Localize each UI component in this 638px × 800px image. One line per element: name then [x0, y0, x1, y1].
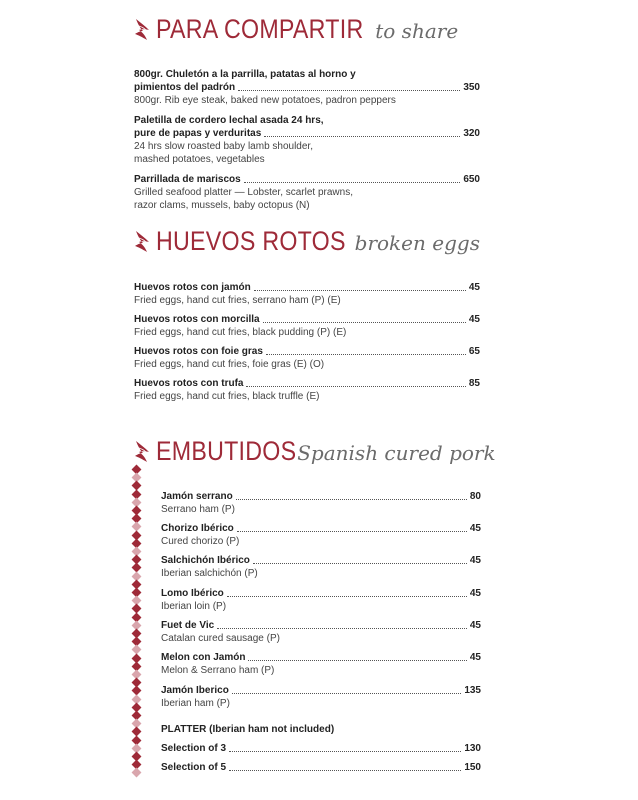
- item-description-line2: mashed potatoes, vegetables: [134, 154, 265, 165]
- dot-leader: [263, 322, 466, 323]
- item-name: Huevos rotos con trufa: [134, 378, 244, 389]
- dot-leader: [248, 660, 466, 661]
- platter-option: [161, 761, 481, 774]
- item-description-line2: razor clams, mussels, baby octopus (N): [134, 200, 310, 211]
- item-name: Huevos rotos con foie gras: [134, 346, 263, 357]
- item-price: 135: [464, 685, 481, 696]
- flourish-icon: [132, 17, 152, 43]
- item-name: Jamón Iberico: [161, 685, 229, 696]
- item-name: Jamón serrano: [161, 491, 233, 502]
- platter-heading: [161, 723, 481, 736]
- menu-item: [134, 345, 480, 371]
- item-price: 45: [469, 555, 481, 566]
- dot-leader: [246, 386, 465, 387]
- item-description: Fried eggs, hand cut fries, foie gras (E) (O): [134, 359, 325, 370]
- item-description: Iberian ham (P): [161, 698, 230, 709]
- platter-option: [161, 742, 481, 755]
- item-name: Fuet de Vic: [161, 620, 215, 631]
- item-price: 45: [469, 523, 481, 534]
- item-description: Melon & Serrano ham (P): [161, 665, 275, 676]
- menu-item: [134, 281, 480, 307]
- item-price: 130: [464, 743, 481, 754]
- item-price: 150: [464, 762, 481, 773]
- menu-item: [134, 114, 480, 166]
- item-name-line2: pimientos del padrón: [134, 82, 236, 93]
- item-description: Fried eggs, hand cut fries, black truffle (E): [134, 391, 320, 402]
- item-description: 24 hrs slow roasted baby lamb shoulder,: [134, 141, 313, 152]
- item-name: Selection of 3: [161, 743, 227, 754]
- dot-leader: [229, 770, 461, 771]
- section-heading: [132, 436, 496, 467]
- diamond-border-decoration: [133, 466, 143, 784]
- dot-leader: [227, 596, 467, 597]
- dot-leader: [237, 531, 467, 532]
- dot-leader: [264, 136, 460, 137]
- dot-leader: [232, 693, 462, 694]
- item-description: Cured chorizo (P): [161, 536, 240, 547]
- item-price: 650: [463, 174, 480, 185]
- item-price: 320: [463, 128, 480, 139]
- item-price: 45: [469, 588, 481, 599]
- item-description: Fried eggs, hand cut fries, black pudding (P) (E): [134, 327, 347, 338]
- menu-item: [161, 619, 481, 645]
- section-title-es: HUEVOS ROTOS: [156, 226, 346, 256]
- dot-leader: [254, 290, 466, 291]
- section-title-en: to share: [375, 19, 459, 43]
- menu-item: [134, 173, 480, 212]
- dot-leader: [253, 563, 467, 564]
- item-description: Catalan cured sausage (P): [161, 633, 280, 644]
- menu-item: [161, 490, 481, 516]
- item-name: Huevos rotos con jamón: [134, 282, 251, 293]
- section-title-es: EMBUTIDOS: [156, 436, 297, 466]
- menu-item: [161, 554, 481, 580]
- item-name: Lomo Ibérico: [161, 588, 224, 599]
- flourish-icon: [132, 439, 152, 465]
- item-name: Huevos rotos con morcilla: [134, 314, 260, 325]
- menu-item: [161, 522, 481, 548]
- item-name-line1: Paletilla de cordero lechal asada 24 hrs,: [134, 115, 324, 126]
- section-heading: [132, 226, 480, 257]
- menu-item: [161, 684, 481, 710]
- item-name: Selection of 5: [161, 762, 227, 773]
- item-description: Serrano ham (P): [161, 504, 235, 515]
- menu-item: [161, 651, 481, 677]
- item-description: Iberian salchichón (P): [161, 568, 258, 579]
- item-description: Grilled seafood platter — Lobster, scarlet prawns,: [134, 187, 353, 198]
- platter-heading-text: PLATTER (Iberian ham not included): [161, 724, 335, 735]
- item-price: 85: [468, 378, 480, 389]
- diamond-ornament: [132, 768, 142, 778]
- item-price: 45: [468, 314, 480, 325]
- item-name-line2: pure de papas y verduritas: [134, 128, 262, 139]
- menu-item: [134, 377, 480, 403]
- item-price: 350: [463, 82, 480, 93]
- item-description: Fried eggs, hand cut fries, serrano ham (P) (E): [134, 295, 341, 306]
- dot-leader: [266, 354, 466, 355]
- item-name: Salchichón Ibérico: [161, 555, 250, 566]
- item-price: 65: [468, 346, 480, 357]
- item-price: 45: [469, 652, 481, 663]
- menu-item: [161, 587, 481, 613]
- item-name: Melon con Jamón: [161, 652, 246, 663]
- item-name: Chorizo Ibérico: [161, 523, 234, 534]
- dot-leader: [229, 751, 461, 752]
- section-title-en: broken eggs: [354, 231, 480, 255]
- dot-leader: [236, 499, 467, 500]
- menu-item: [134, 68, 480, 107]
- item-price: 45: [468, 282, 480, 293]
- section-heading: [132, 14, 458, 45]
- item-name-line1: 800gr. Chuletón a la parrilla, patatas al horno y: [134, 69, 356, 80]
- item-description: 800gr. Rib eye steak, baked new potatoes, padron peppers: [134, 95, 396, 106]
- menu-item: [134, 313, 480, 339]
- item-price: 80: [469, 491, 481, 502]
- item-price: 45: [469, 620, 481, 631]
- dot-leader: [238, 90, 460, 91]
- item-name: Parrillada de mariscos: [134, 174, 241, 185]
- flourish-icon: [132, 229, 152, 255]
- section-title-es: PARA COMPARTIR: [156, 14, 364, 44]
- section-title-en: Spanish cured pork: [297, 441, 496, 465]
- dot-leader: [217, 628, 467, 629]
- dot-leader: [244, 182, 461, 183]
- item-description: Iberian loin (P): [161, 601, 227, 612]
